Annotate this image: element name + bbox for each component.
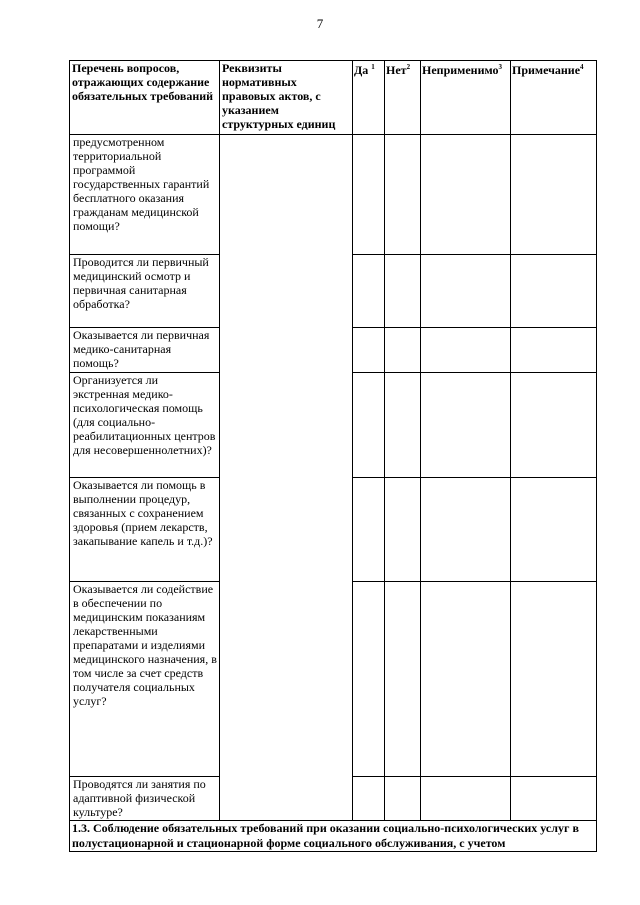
question-cell: предусмотренном территориальной программой государственных гарантий бесплатного оказания гражданам медицинской помощи?	[70, 135, 220, 255]
checklist-table	[69, 60, 597, 852]
yes-cell[interactable]	[353, 255, 385, 328]
header-questions: Перечень вопросов, отражающих содержание обязательных требований	[70, 61, 220, 135]
page-number: 7	[316, 16, 324, 31]
not-applicable-cell[interactable]	[421, 135, 511, 255]
no-cell[interactable]	[385, 255, 421, 328]
remark-cell[interactable]	[511, 582, 597, 777]
question-cell: Организуется ли экстренная медико-психологическая помощь (для социально-реабилитационных центров для несовершеннолетних)?	[70, 373, 220, 478]
not-applicable-cell[interactable]	[421, 777, 511, 821]
table-header-row	[70, 61, 597, 135]
question-cell: Оказывается ли содействие в обеспечении по медицинским показаниям лекарственными препаратами и изделиями медицинского назначения, в том числе за счет средств получателя социальных услуг?	[70, 582, 220, 777]
header-na-label: Неприменимо	[422, 63, 499, 77]
section-heading: 1.3. Соблюдение обязательных требований при оказании социально-психологических услуг в полустационарной и стационарной форме социального обслуживания, с учетом	[70, 821, 597, 852]
question-cell: Оказывается ли первичная медико-санитарная помощь?	[70, 328, 220, 373]
remark-cell[interactable]	[511, 777, 597, 821]
not-applicable-cell[interactable]	[421, 582, 511, 777]
table-row	[70, 135, 597, 255]
no-cell[interactable]	[385, 582, 421, 777]
yes-cell[interactable]	[353, 135, 385, 255]
header-remark-label: Примечание	[512, 63, 581, 77]
no-cell[interactable]	[385, 373, 421, 478]
not-applicable-cell[interactable]	[421, 328, 511, 373]
remark-cell[interactable]	[511, 135, 597, 255]
header-no-label: Нет	[386, 63, 407, 77]
header-requisites: Реквизиты нормативных правовых актов, с указанием структурных единиц	[220, 61, 353, 135]
not-applicable-cell[interactable]	[421, 255, 511, 328]
question-cell: Проводится ли первичный медицинский осмотр и первичная санитарная обработка?	[70, 255, 220, 328]
no-cell[interactable]	[385, 777, 421, 821]
header-yes-label: Да	[354, 63, 369, 77]
header-yes	[353, 61, 385, 135]
no-cell[interactable]	[385, 478, 421, 582]
header-remark	[511, 61, 597, 135]
header-no	[385, 61, 421, 135]
requisites-cell	[220, 135, 353, 821]
not-applicable-cell[interactable]	[421, 478, 511, 582]
yes-cell[interactable]	[353, 373, 385, 478]
yes-cell[interactable]	[353, 328, 385, 373]
no-cell[interactable]	[385, 135, 421, 255]
remark-cell[interactable]	[511, 373, 597, 478]
yes-cell[interactable]	[353, 478, 385, 582]
question-cell: Проводятся ли занятия по адаптивной физической культуре?	[70, 777, 220, 821]
footnote-3: 3	[498, 63, 503, 71]
footnote-1: 1	[371, 63, 375, 71]
remark-cell[interactable]	[511, 478, 597, 582]
footnote-2: 2	[406, 63, 411, 71]
yes-cell[interactable]	[353, 582, 385, 777]
section-heading-row	[70, 821, 597, 852]
footnote-4: 4	[580, 63, 584, 71]
header-not-applicable	[421, 61, 511, 135]
yes-cell[interactable]	[353, 777, 385, 821]
question-cell: Оказывается ли помощь в выполнении процедур, связанных с сохранением здоровья (прием лекарств, закапывание капель и т.д.)?	[70, 478, 220, 582]
remark-cell[interactable]	[511, 328, 597, 373]
remark-cell[interactable]	[511, 255, 597, 328]
not-applicable-cell[interactable]	[421, 373, 511, 478]
no-cell[interactable]	[385, 328, 421, 373]
